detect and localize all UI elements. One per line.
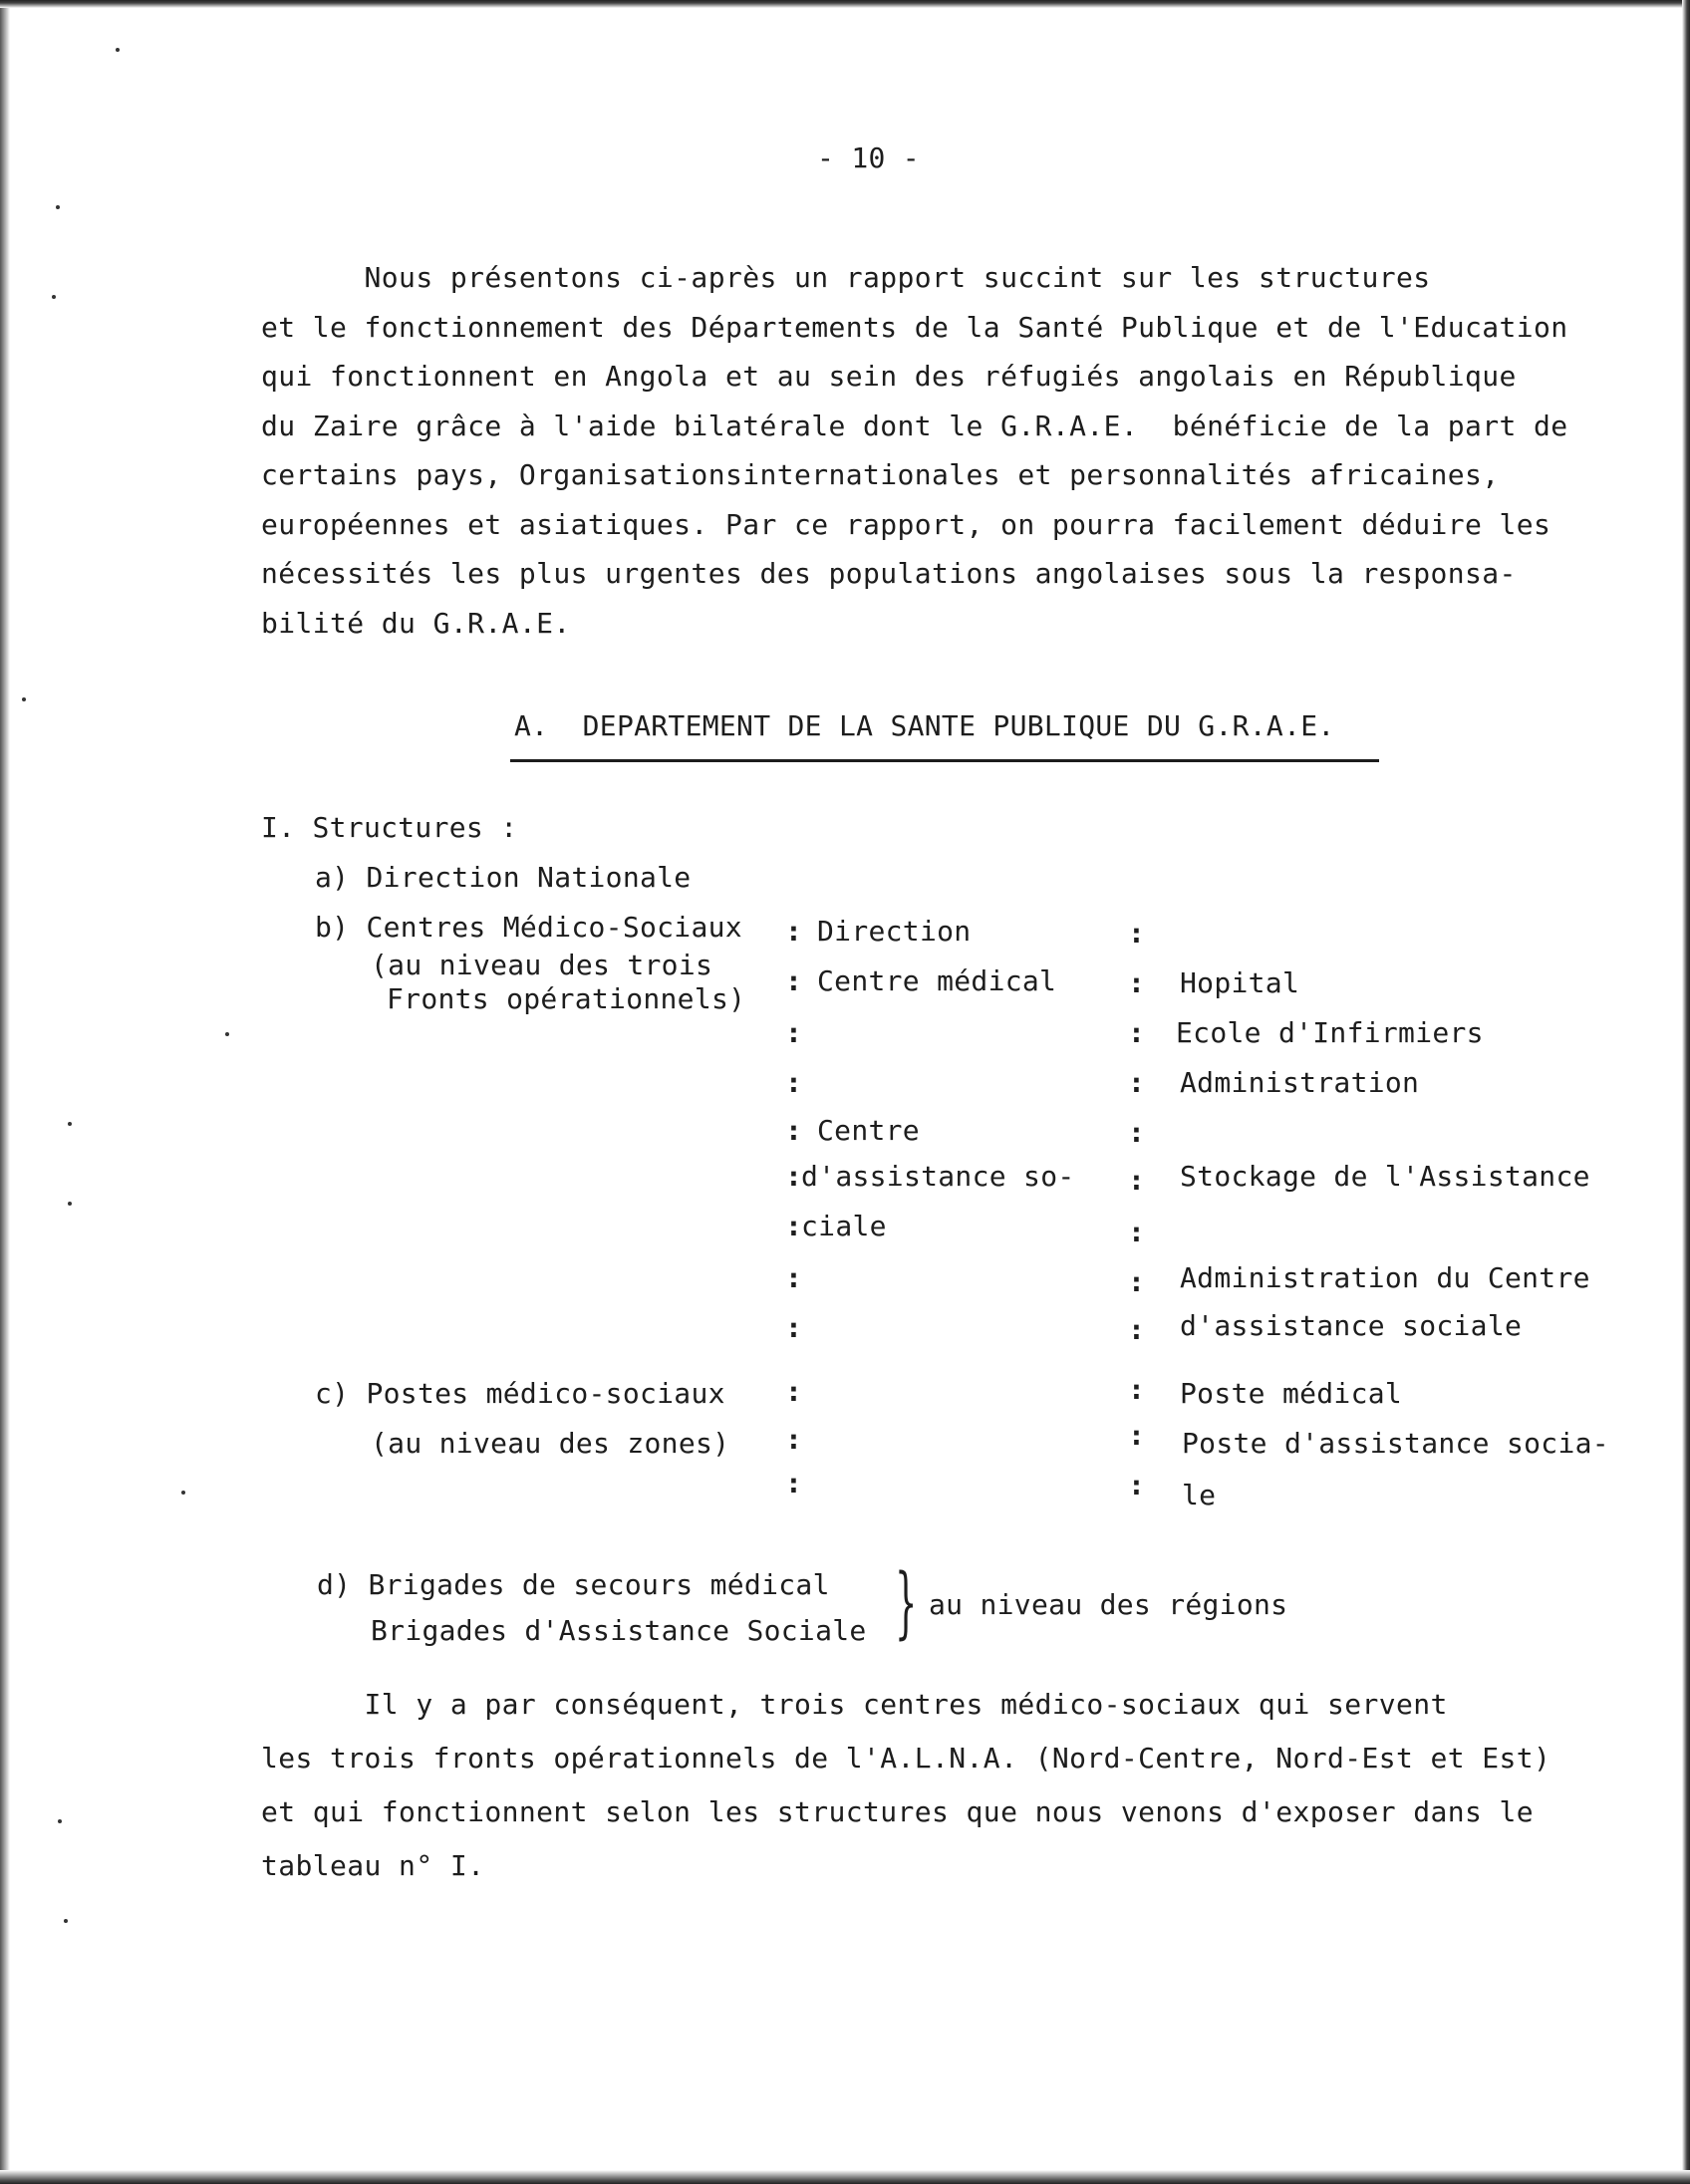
item-c-label: c) Postes médico-sociaux — [315, 1377, 725, 1410]
b-admin-centre: Administration du Centre — [1180, 1261, 1590, 1294]
intro-line: européennes et asiatiques. Par ce rapport, on pourra facilement déduire les — [261, 508, 1551, 541]
intro-line: Nous présentons ci-après un rapport succint sur les structures — [261, 261, 1431, 294]
colon-mark: : — [1128, 1469, 1145, 1502]
colon-mark: : — [1128, 1066, 1145, 1099]
item-c-label: (au niveau des zones) — [371, 1427, 730, 1460]
d-note: au niveau des régions — [929, 1588, 1288, 1621]
scan-speck — [225, 1032, 229, 1036]
curly-brace: } — [895, 1558, 918, 1648]
colon-mark: : — [785, 964, 802, 997]
closing-line: Il y a par conséquent, trois centres médico-sociaux qui servent — [261, 1688, 1448, 1721]
item-a-label: a) Direction Nationale — [315, 861, 692, 894]
scan-speck — [52, 295, 56, 299]
structures-heading: I. Structures : — [261, 811, 518, 844]
colon-mark: : — [1128, 966, 1145, 999]
colon-mark: : — [1128, 1164, 1145, 1197]
b-administration: Administration — [1180, 1066, 1420, 1099]
b-centre-medical: Centre médical — [817, 964, 1057, 997]
closing-line: les trois fronts opérationnels de l'A.L.N.A. (Nord-Centre, Nord-Est et Est) — [261, 1742, 1551, 1774]
colon-mark: : — [785, 1066, 802, 1099]
intro-line: nécessités les plus urgentes des populations angolaises sous la responsa- — [261, 557, 1517, 590]
colon-mark: : — [785, 1311, 802, 1344]
closing-line: tableau n° I. — [261, 1849, 485, 1882]
colon-mark: : — [785, 1375, 802, 1408]
colon-mark: : — [785, 1467, 802, 1500]
b-ecole: Ecole d'Infirmiers — [1176, 1016, 1484, 1049]
colon-mark: : — [785, 1261, 802, 1294]
b-direction: Direction — [817, 915, 972, 948]
item-b-label: (au niveau des trois — [371, 949, 713, 981]
scan-speck — [68, 1122, 72, 1126]
intro-line: et le fonctionnement des Départements de la Santé Publique et de l'Education — [261, 311, 1568, 344]
b-stockage: Stockage de l'Assistance — [1180, 1160, 1590, 1193]
colon-mark: : — [1128, 1265, 1145, 1298]
scan-edge-left — [0, 0, 10, 2184]
scan-edge-right — [1682, 0, 1690, 2184]
page-number: - 10 - — [817, 141, 920, 174]
colon-mark: : — [785, 1423, 802, 1456]
colon-mark: : — [1128, 1313, 1145, 1346]
b-hopital: Hopital — [1180, 966, 1300, 999]
item-d-label: d) Brigades de secours médical — [317, 1568, 830, 1601]
b-admin-centre: d'assistance sociale — [1180, 1309, 1523, 1342]
b-centre-assistance: ciale — [801, 1210, 887, 1242]
item-d-label: Brigades d'Assistance Sociale — [371, 1614, 867, 1647]
colon-mark: : — [1128, 1116, 1145, 1149]
intro-line: bilité du G.R.A.E. — [261, 607, 571, 640]
section-underline — [510, 759, 1379, 762]
colon-mark: : — [785, 915, 802, 948]
scan-speck — [56, 205, 60, 209]
colon-mark: : — [1128, 1419, 1145, 1452]
b-centre-assistance: Centre — [817, 1114, 920, 1147]
colon-mark: : — [1128, 1016, 1145, 1049]
scan-edge-top — [0, 0, 1690, 8]
section-title: A. DEPARTEMENT DE LA SANTE PUBLIQUE DU G.R.A.E. — [514, 709, 1335, 742]
colon-mark: : — [785, 1160, 802, 1193]
scan-speck — [64, 1919, 68, 1923]
item-b-label: b) Centres Médico-Sociaux — [315, 911, 742, 944]
scan-speck — [68, 1202, 72, 1206]
colon-mark: : — [1128, 1373, 1145, 1406]
scan-speck — [22, 697, 26, 701]
c-poste-medical: Poste médical — [1180, 1377, 1403, 1410]
scan-speck — [116, 48, 120, 52]
colon-mark: : — [1128, 917, 1145, 950]
c-poste-assistance: Poste d'assistance socia- — [1182, 1427, 1609, 1460]
intro-line: certains pays, Organisationsinternationales et personnalités africaines, — [261, 458, 1500, 491]
intro-line: du Zaire grâce à l'aide bilatérale dont le G.R.A.E. bénéficie de la part de — [261, 410, 1568, 442]
scan-edge-bottom — [0, 2170, 1690, 2184]
b-centre-assistance: d'assistance so- — [801, 1160, 1075, 1193]
colon-mark: : — [1128, 1216, 1145, 1248]
colon-mark: : — [785, 1114, 802, 1147]
scan-speck — [181, 1491, 185, 1495]
colon-mark: : — [785, 1016, 802, 1049]
item-b-label: Fronts opérationnels) — [387, 982, 746, 1015]
scan-speck — [58, 1819, 62, 1823]
closing-line: et qui fonctionnent selon les structures que nous venons d'exposer dans le — [261, 1795, 1535, 1828]
intro-line: qui fonctionnent en Angola et au sein des réfugiés angolais en République — [261, 360, 1517, 393]
colon-mark: : — [785, 1210, 802, 1242]
c-poste-assistance: le — [1182, 1479, 1217, 1511]
